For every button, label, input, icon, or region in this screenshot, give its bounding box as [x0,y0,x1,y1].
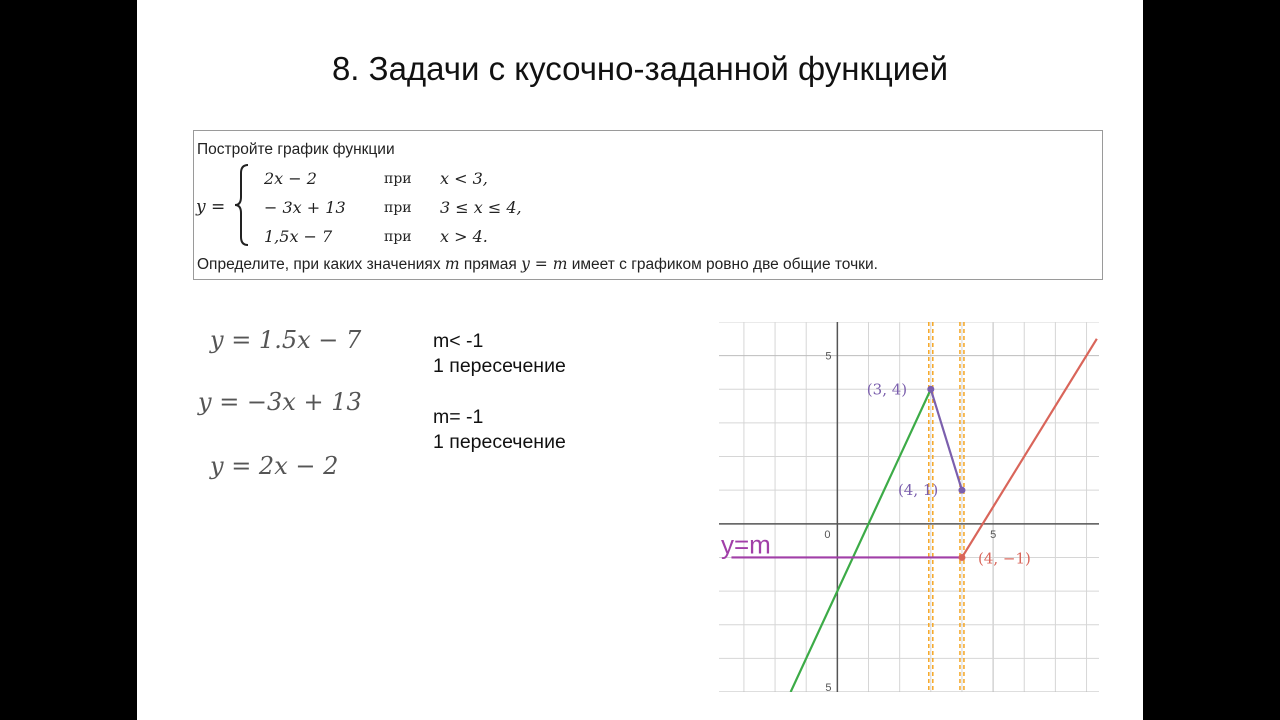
line-equation-3: y = 2x − 2 [210,452,339,480]
task-box [193,130,1103,280]
left-brace-icon [234,163,250,247]
tick-label-y-minus-5: 5 [825,682,832,692]
slide-title: 8. Задачи с кусочно-заданной функцией [331,50,949,87]
point-label-4-1: (4, 1) [897,481,939,500]
grid [719,322,1099,692]
graph-point [958,487,965,494]
note-1-result: 1 пересечение [433,355,566,377]
series-line-red [962,339,1097,558]
case-2-condition: 3 ≤ x ≤ 4, [440,198,522,217]
question-mid: прямая [459,256,522,273]
task-intro: Постройте график функции [197,141,395,158]
case-1-condition: x < 3, [440,169,488,188]
series-line-purple [931,389,962,490]
graph-series [731,339,1096,692]
function-y-equals: y = [196,197,226,217]
note-2-condition: m= -1 [433,406,484,428]
line-equation-2: y = −3x + 13 [198,388,362,416]
graph-point [927,386,934,393]
note-2-result: 1 пересечение [433,431,566,453]
tick-label-y-5: 5 [825,350,832,363]
note-1-condition: m< -1 [433,330,484,352]
question-m: m [444,255,460,273]
y-equals-m-label: y=m [721,529,771,560]
question-equation: y = m [521,255,568,273]
tick-label-x-5: 5 [990,528,997,541]
task-question [197,255,878,274]
case-3-condition: x > 4. [440,227,488,246]
line-equation-1: y = 1.5x − 7 [210,326,362,354]
case-3-pri: при [384,229,412,245]
question-suffix: имеет с графиком ровно две общие точки. [567,256,878,273]
vertical-guides [929,322,964,692]
function-graph [719,322,1099,692]
note-case-2 [433,405,566,455]
case-2-expression: − 3x + 13 [264,198,346,217]
point-label-4-minus-1: (4, −1) [977,549,1031,568]
point-label-3-4: (3, 4) [866,380,908,399]
graph-point [958,554,965,561]
slide [137,0,1143,720]
note-case-1 [433,329,566,379]
case-2-pri: при [384,200,412,216]
case-1-pri: при [384,171,412,187]
case-3-expression: 1,5x − 7 [264,227,333,246]
case-1-expression: 2x − 2 [264,169,317,188]
series-line-green [791,389,931,692]
tick-label-x-0: 0 [824,528,831,541]
question-prefix: Определите, при каких значениях [197,256,445,273]
